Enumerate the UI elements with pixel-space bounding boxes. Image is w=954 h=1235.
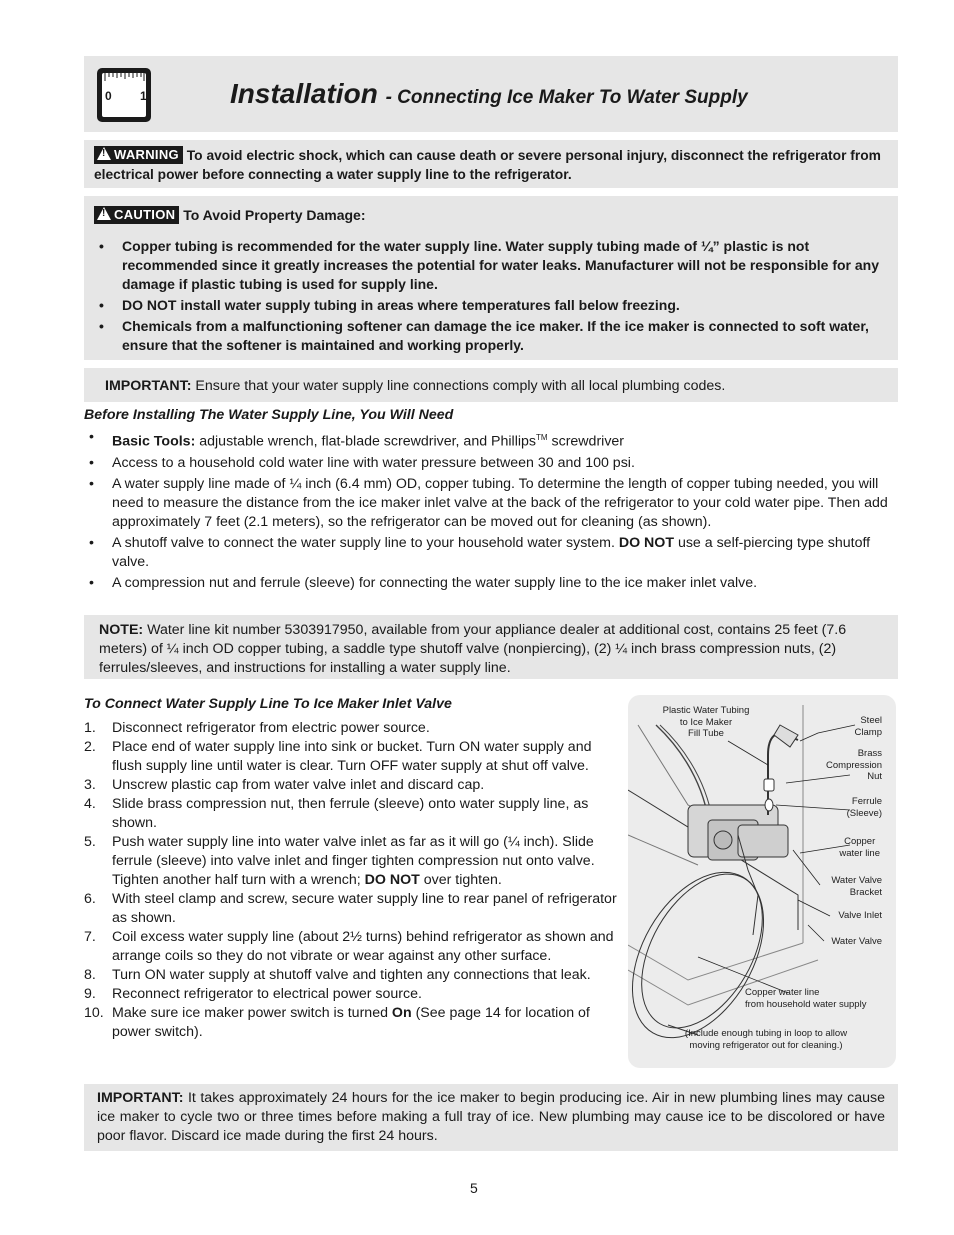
list-item: • A water supply line made of ¼ inch (6.4 mm) OD, copper tubing. To determine the length of copper tubing needed, you will need to measure the distance from the ice maker inlet valve at the back of the refrigerator to your cold water pipe. Then add approximately 7 feet (2.1 meters), so the refrigerator can be moved out for cleaning (as shown). xyxy=(84,475,900,532)
ruler-mark-0: 0 xyxy=(105,89,112,103)
list-item: • Copper tubing is recommended for the water supply line. Water supply tubing made of ¼” plastic is not recommended since it greatly increases the potential for water leaks. Manufacturer will not be responsible for any damage if plastic tubing is used for supply line. xyxy=(94,237,900,294)
caution-badge: ! CAUTION xyxy=(94,206,179,224)
list-item: 9. Reconnect refrigerator to electrical power source. xyxy=(84,986,422,1002)
label-valve-bracket: Water Valve Bracket xyxy=(831,875,882,898)
title-main: Installation xyxy=(230,78,378,109)
warning-icon: ! xyxy=(97,147,111,160)
label-household-line: Copper water line from household water supply xyxy=(745,987,867,1010)
ruler-mark-1: 1 xyxy=(140,89,147,103)
list-item: 4. Slide brass compression nut, then ferrule (sleeve) onto water supply line, as shown. xyxy=(84,796,589,831)
important-label: IMPORTANT: xyxy=(105,378,192,394)
important-box-2 xyxy=(84,1084,898,1151)
label-steel-clamp: Steel Clamp xyxy=(854,715,882,738)
warning-text: To avoid electric shock, which can cause death or severe personal injury, disconnect the refrigerator from electrical power before connecting a water supply line to the refrigerator. xyxy=(94,148,881,182)
note-label: NOTE: xyxy=(99,622,144,638)
connect-steps xyxy=(84,719,617,1042)
ruler-icon xyxy=(96,67,152,123)
caution-box xyxy=(84,196,898,360)
caution-icon: ! xyxy=(97,207,111,220)
list-item: • Basic Tools: adjustable wrench, flat-blade screwdriver, and Phillips™ screwdriver xyxy=(84,428,900,452)
note-box xyxy=(84,615,898,679)
list-item: • Chemicals from a malfunctioning softener can damage the ice maker. If the ice maker is connected to soft water, ensure that the softener is maintained and working properly. xyxy=(94,317,900,355)
label-ferrule: Ferrule (Sleeve) xyxy=(846,796,882,819)
page-number: 5 xyxy=(470,1180,478,1196)
label-valve-inlet: Valve Inlet xyxy=(838,910,882,921)
important2-text: It takes approximately 24 hours for the ice maker to begin producing ice. Air in new plumbing lines may cause ice maker to cycle two or three times before making a full tray of ice. New plumbing may cause ice to be discolored or have poor flavor. Discard ice made during the first 24 hours. xyxy=(97,1090,885,1144)
before-list xyxy=(84,428,900,593)
water-valve-diagram xyxy=(628,695,896,1068)
title-subtitle: - Connecting Ice Maker To Water Supply xyxy=(385,87,748,108)
important-text: Ensure that your water supply line connections comply with all local plumbing codes. xyxy=(191,378,726,394)
important2-label: IMPORTANT: xyxy=(97,1090,184,1106)
important-box xyxy=(84,368,898,402)
label-copper-line: Copper water line xyxy=(839,836,880,859)
list-item: 10. Make sure ice maker power switch is turned On (See page 14 for location of power switch). xyxy=(84,1005,590,1040)
warning-box xyxy=(84,140,898,188)
list-item: • DO NOT install water supply tubing in areas where temperatures fall below freezing. xyxy=(94,296,900,315)
connect-heading: To Connect Water Supply Line To Ice Maker Inlet Valve xyxy=(84,696,452,712)
list-item: 3. Unscrew plastic cap from water valve inlet and discard cap. xyxy=(84,777,485,793)
label-plastic-tubing: Plastic Water Tubing to Ice Maker Fill Tube xyxy=(662,705,750,739)
list-item: • Access to a household cold water line with water pressure between 30 and 100 psi. xyxy=(84,454,900,473)
list-item: 2. Place end of water supply line into sink or bucket. Turn ON water supply and flush supply line until water is clear. Turn OFF water supply at shut off valve. xyxy=(84,739,592,774)
page-title xyxy=(230,78,748,110)
warning-badge: ! WARNING xyxy=(94,146,183,164)
label-brass-nut: Brass Compression Nut xyxy=(826,748,882,782)
caution-heading: To Avoid Property Damage: xyxy=(183,207,366,223)
before-heading: Before Installing The Water Supply Line, You Will Need xyxy=(84,407,454,423)
list-item: • A compression nut and ferrule (sleeve) for connecting the water supply line to the ice maker inlet valve. xyxy=(84,574,900,593)
caution-list xyxy=(94,237,900,355)
diagram-caption: (Include enough tubing in loop to allow moving refrigerator out for cleaning.) xyxy=(684,1028,848,1051)
list-item: • A shutoff valve to connect the water supply line to your household water system. DO NOT use a self-piercing type shutoff valve. xyxy=(84,534,900,572)
list-item: 1. Disconnect refrigerator from electric power source. xyxy=(84,720,430,736)
label-water-valve: Water Valve xyxy=(831,936,882,947)
note-text: Water line kit number 5303917950, available from your appliance dealer at additional cost, contains 25 feet (7.6 meters) of ¼ inch OD copper tubing, a saddle type shutoff valve (nonpiercing), (2) ¼ inch brass compression nuts, (2) ferrules/sleeves, and instructions for installing a water supply line. xyxy=(99,622,847,676)
list-item: 8. Turn ON water supply at shutoff valve and tighten any connections that leak. xyxy=(84,967,591,983)
list-item: 5. Push water supply line into water valve inlet as far as it will go (¼ inch). Slide ferrule (sleeve) into valve inlet and finger tighten compression nut onto valve. Tighten another half turn with a wrench; DO NOT over tighten. xyxy=(84,834,595,888)
list-item: 6. With steel clamp and screw, secure water supply line to rear panel of refrigerator as shown. xyxy=(84,891,617,926)
list-item: 7. Coil excess water supply line (about 2½ turns) behind refrigerator as shown and arrange coils so they do not vibrate or wear against any other surface. xyxy=(84,929,614,964)
